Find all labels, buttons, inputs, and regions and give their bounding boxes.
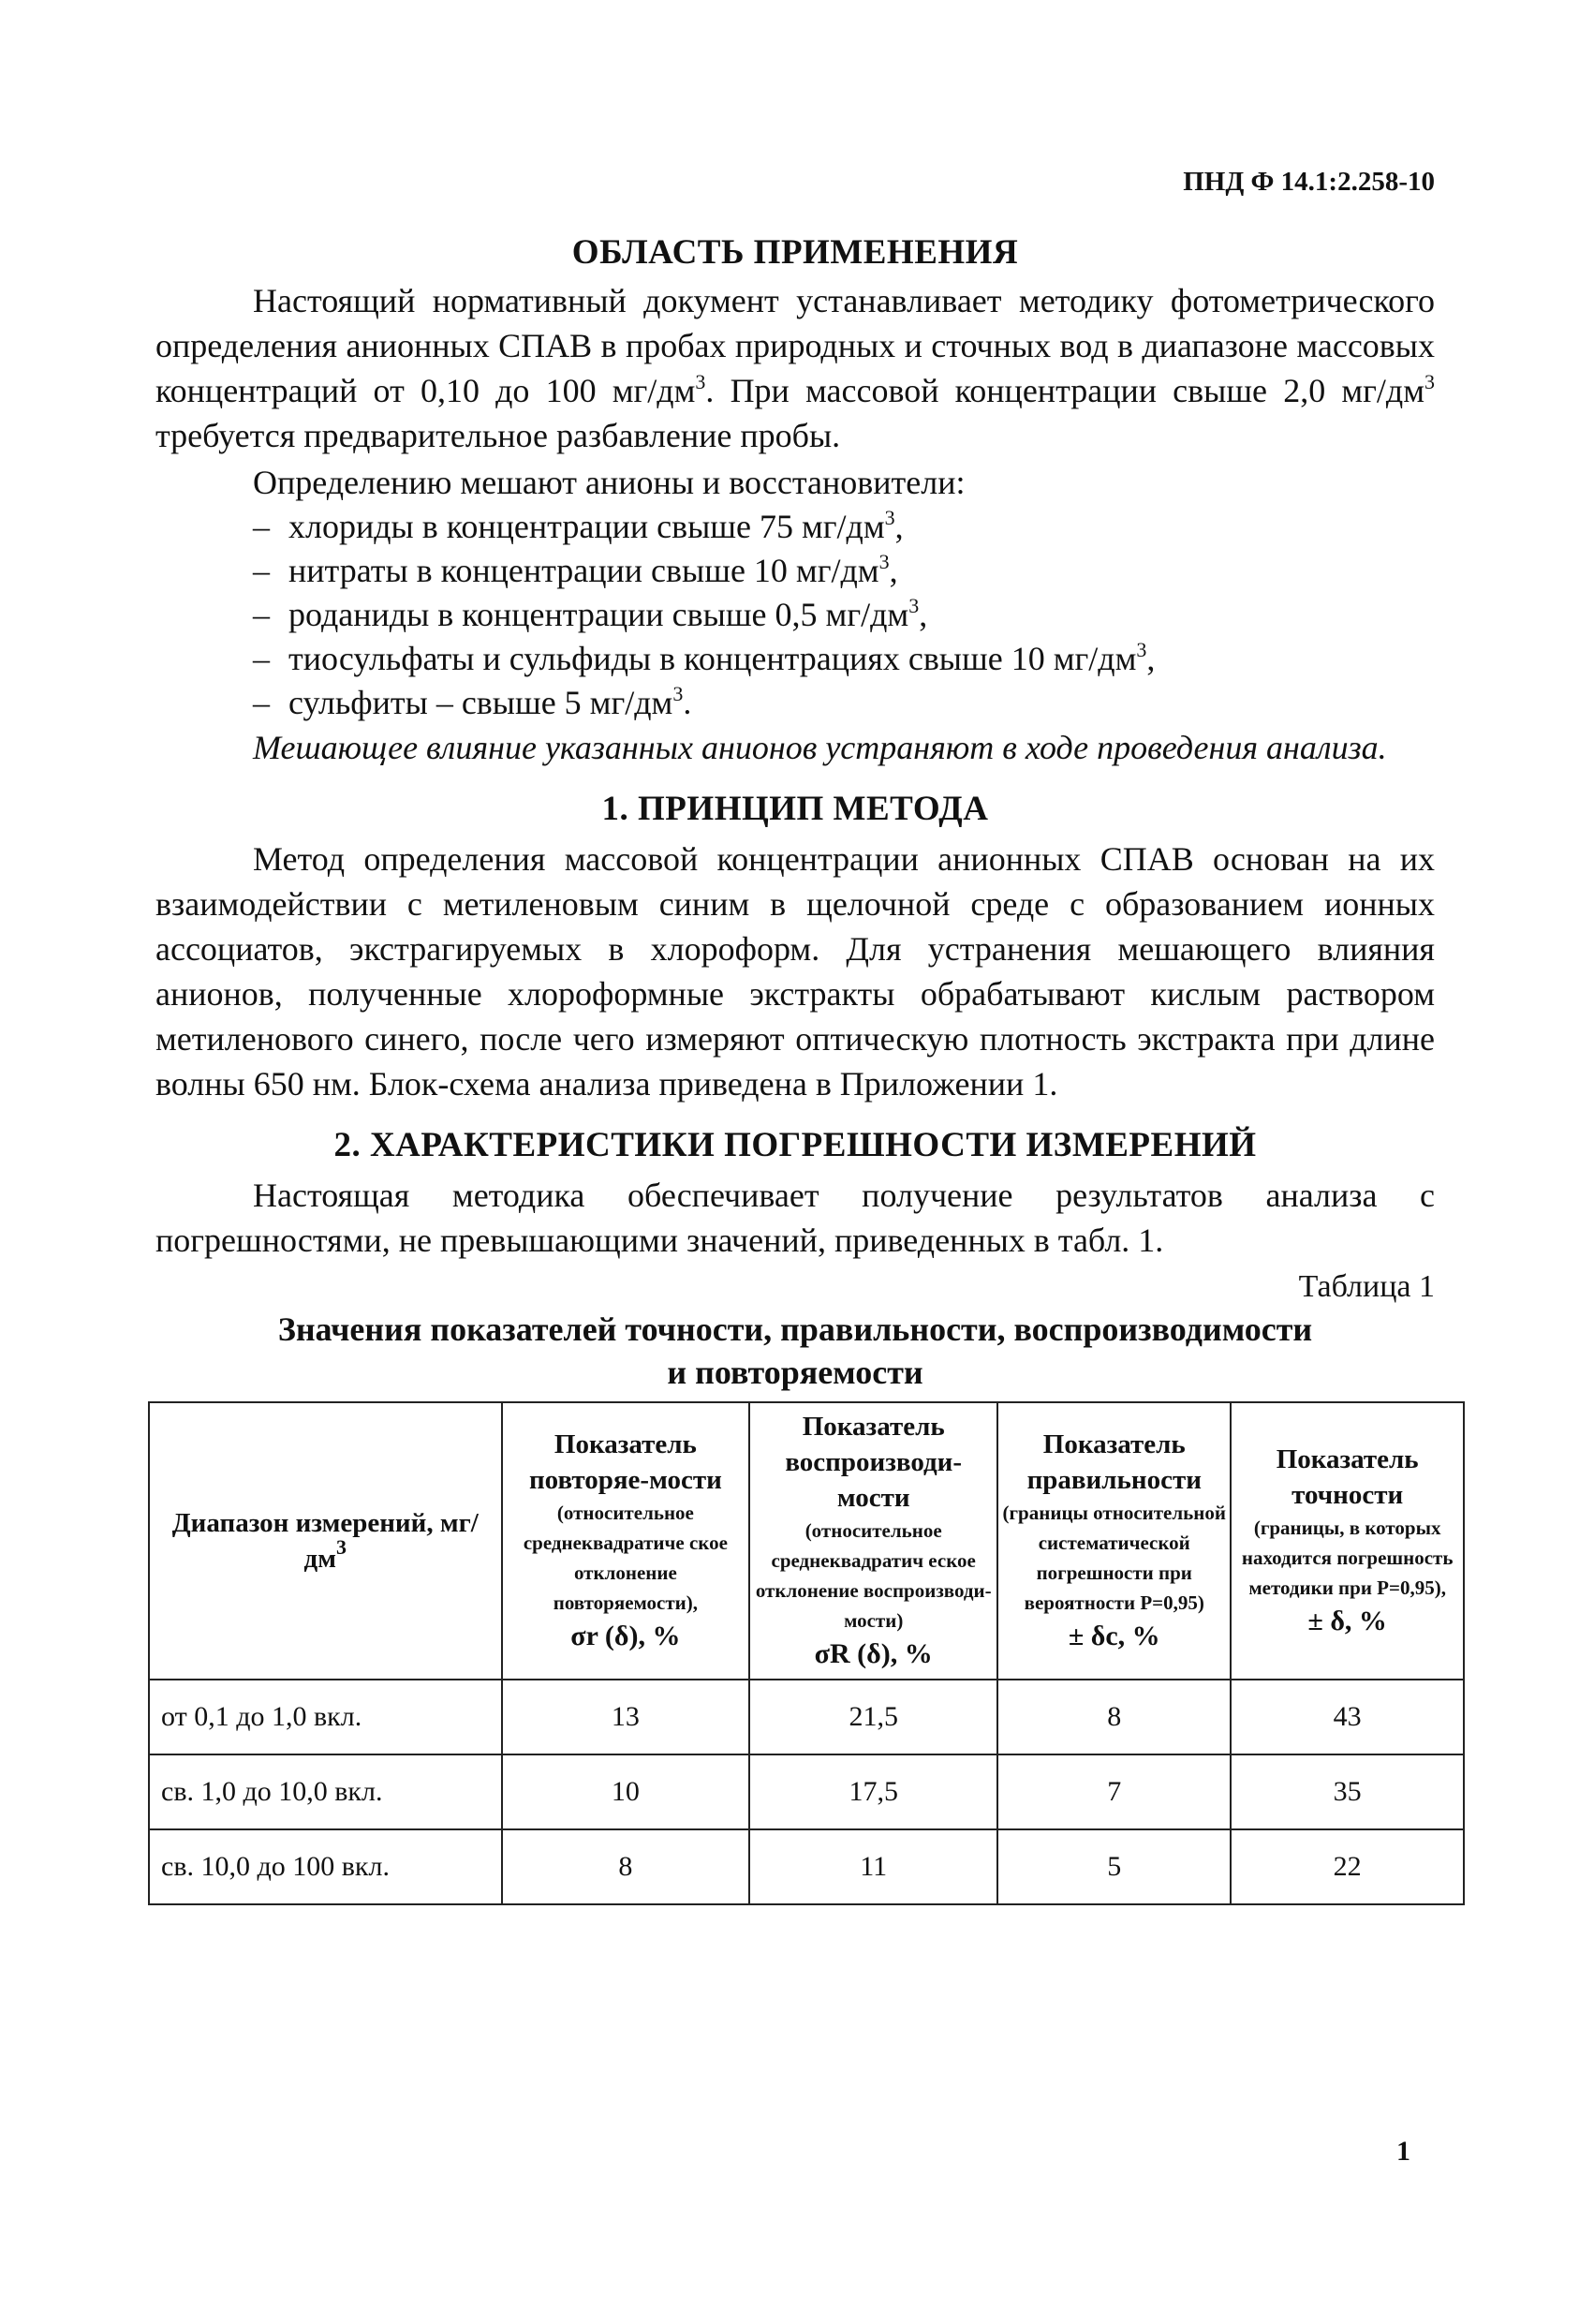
header-accuracy-title: Показатель точности	[1276, 1444, 1419, 1510]
list-item-end: ,	[894, 508, 904, 545]
table-row	[149, 1829, 1464, 1904]
table-cell: 43	[1231, 1680, 1464, 1754]
header-trueness-symbol: ± δc, %	[1068, 1621, 1160, 1651]
table-cell: 22	[1231, 1829, 1464, 1904]
header-reproducibility-symbol: σR (δ), %	[814, 1638, 933, 1669]
header-accuracy	[1231, 1402, 1464, 1680]
section1-text: Метод определения массовой концентрации анионных СПАВ основан на их взаимодействии с метиленовым синим в щелочной среде с образованием ионных ассоциатов, экстрагируемых в хлороформ. Для устранения мешающего влияния анионов, полученные хлороформные экстракты обрабатывают кислым раствором метиленового синего, после чего измеряют оптическую плотность экстракта при длине волны 650 нм. Блок-схема анализа приведена в Приложении 1.	[155, 840, 1435, 1103]
list-item-sup: 3	[878, 550, 890, 573]
table-cell: 7	[997, 1754, 1231, 1829]
page-body	[155, 0, 1454, 1905]
header-repeatability	[502, 1402, 750, 1680]
table-row	[149, 1754, 1464, 1829]
table-cell: 10	[502, 1754, 750, 1829]
list-item-sup: 3	[884, 506, 895, 529]
list-item-end: ,	[919, 596, 928, 633]
table-label: Таблица 1	[1298, 1269, 1435, 1304]
list-item-text: сульфиты – свыше 5 мг/дм	[288, 684, 673, 721]
scope-paragraph	[155, 278, 1435, 458]
header-reproducibility-desc: (относительное среднеквадратич еское отклонение воспроизводи-мости)	[755, 1519, 992, 1632]
list-item	[253, 681, 1435, 725]
header-reproducibility-title: Показатель воспроизводи-мости	[785, 1412, 963, 1513]
list-item	[253, 637, 1435, 681]
table-cell: 8	[997, 1680, 1231, 1754]
scope-p1-text: Настоящий нормативный документ устанавливает методику фотометрического определения анионных СПАВ в пробах природных и сточных вод в диапазоне массовых концентраций от 0,10 до 100 мг/дм	[155, 282, 1435, 409]
table-title-line1: Значения показателей точности, правильности, воспроизводимости	[277, 1310, 1313, 1348]
section1-title: 1. ПРИНЦИП МЕТОДА	[601, 790, 989, 828]
list-item-sup: 3	[1136, 638, 1147, 661]
scope-p1-tail: . При массовой концентрации свыше 2,0 мг/дм	[705, 372, 1424, 409]
header-repeatability-title: Показатель повторяе-мости	[528, 1429, 722, 1495]
list-item-end: ,	[889, 552, 898, 589]
header-range-label	[154, 1505, 497, 1576]
header-repeatability-symbol: σr (δ), %	[570, 1621, 681, 1651]
header-reproducibility	[749, 1402, 997, 1680]
header-range-sup: 3	[335, 1535, 347, 1559]
list-item-sup: 3	[672, 682, 684, 705]
list-item	[253, 549, 1435, 593]
interference-intro: Определению мешают анионы и восстановители:	[253, 464, 966, 501]
accuracy-table	[148, 1401, 1465, 1905]
interference-list	[155, 505, 1435, 725]
table-cell: 21,5	[749, 1680, 997, 1754]
table-row	[149, 1680, 1464, 1754]
dash-mark: –	[253, 508, 270, 545]
section2-title: 2. ХАРАКТЕРИСТИКИ ПОГРЕШНОСТИ ИЗМЕРЕНИЙ	[333, 1126, 1257, 1164]
list-item-text: нитраты в концентрации свыше 10 мг/дм	[288, 552, 879, 589]
list-item-end: .	[683, 684, 692, 721]
scope-p1-end: требуется предварительное разбавление пробы.	[155, 417, 841, 454]
header-trueness-title: Показатель правильности	[1026, 1429, 1202, 1495]
list-item-text: хлориды в концентрации свыше 75 мг/дм	[288, 508, 885, 545]
dash-mark: –	[253, 684, 270, 721]
list-item-end: ,	[1146, 640, 1156, 677]
interference-note: Мешающее влияние указанных анионов устраняют в ходе проведения анализа.	[253, 729, 1387, 766]
table-cell: 35	[1231, 1754, 1464, 1829]
header-range	[149, 1402, 502, 1680]
table-cell: 8	[502, 1829, 750, 1904]
table-cell: 13	[502, 1680, 750, 1754]
list-item	[253, 593, 1435, 637]
header-accuracy-symbol: ± δ, %	[1307, 1606, 1387, 1636]
list-item-sup: 3	[908, 594, 920, 617]
scope-title: ОБЛАСТЬ ПРИМЕНЕНИЯ	[571, 233, 1019, 272]
table-cell: 17,5	[749, 1754, 997, 1829]
table-cell: 11	[749, 1829, 997, 1904]
table-cell: 5	[997, 1829, 1231, 1904]
dash-mark: –	[253, 640, 270, 677]
table-header-row	[149, 1402, 1464, 1680]
page-number: 1	[1396, 2136, 1410, 2167]
section2-text: Настоящая методика обеспечивает получение результатов анализа с погрешностями, не превышающими значений, приведенных в табл. 1.	[155, 1177, 1435, 1259]
header-repeatability-desc: (относительное среднеквадратиче ское отклонение повторяемости),	[523, 1502, 728, 1614]
scope-p1-sup: 3	[695, 370, 706, 393]
header-trueness	[997, 1402, 1231, 1680]
scope-p1-sup2: 3	[1424, 370, 1435, 393]
dash-mark: –	[253, 596, 270, 633]
header-range-text: Диапазон измерений, мг/дм	[171, 1508, 479, 1574]
table-cell-range: от 0,1 до 1,0 вкл.	[149, 1680, 502, 1754]
table-cell-range: св. 1,0 до 10,0 вкл.	[149, 1754, 502, 1829]
document-code: ПНД Ф 14.1:2.258-10	[1183, 167, 1435, 197]
header-accuracy-desc: (границы, в которых находится погрешность методики при Р=0,95),	[1241, 1517, 1454, 1599]
header-trueness-desc: (границы относительной систематической погрешности при вероятности Р=0,95)	[1002, 1502, 1226, 1614]
dash-mark: –	[253, 552, 270, 589]
table-title-line2: и повторяемости	[667, 1354, 923, 1391]
list-item-text: роданиды в концентрации свыше 0,5 мг/дм	[288, 596, 909, 633]
table-cell-range: св. 10,0 до 100 вкл.	[149, 1829, 502, 1904]
list-item	[253, 505, 1435, 549]
list-item-text: тиосульфаты и сульфиды в концентрациях свыше 10 мг/дм	[288, 640, 1137, 677]
